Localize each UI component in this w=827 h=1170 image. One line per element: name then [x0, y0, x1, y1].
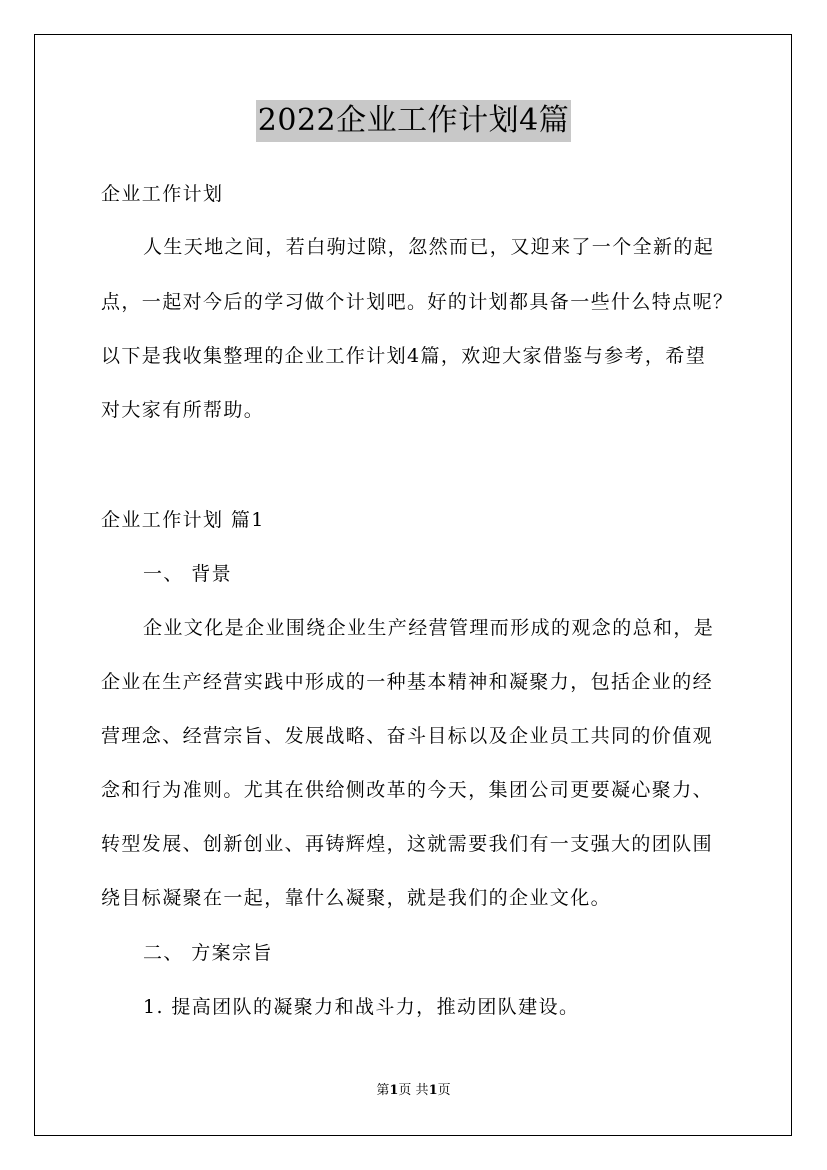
background-line-4: 念和行为准则。尤其在供给侧改革的今天，集团公司更要凝心聚力、	[101, 779, 714, 801]
footer-mid: 页 共	[398, 1083, 429, 1098]
footer-suffix: 页	[437, 1083, 451, 1098]
document-title: 2022企业工作计划4篇	[256, 100, 571, 142]
title-container	[0, 100, 827, 142]
footer-prefix: 第	[376, 1083, 390, 1098]
background-line-1: 企业文化是企业围绕企业生产经营管理而形成的观念的总和，是	[143, 617, 715, 639]
background-line-6: 绕目标凝聚在一起，靠什么凝聚，就是我们的企业文化。	[101, 887, 612, 909]
intro-heading: 企业工作计划	[101, 183, 224, 205]
intro-line-3: 以下是我收集整理的企业工作计划4篇，欢迎大家借鉴与参考，希望	[101, 345, 707, 367]
sub-heading-purpose: 二、 方案宗旨	[143, 942, 273, 964]
intro-line-1: 人生天地之间，若白驹过隙，忽然而已，又迎来了一个全新的起	[143, 236, 715, 258]
section-heading: 企业工作计划 篇1	[101, 509, 265, 531]
purpose-item-1: 1. 提高团队的凝聚力和战斗力，推动团队建设。	[143, 996, 580, 1018]
sub-heading-background: 一、 背景	[143, 563, 233, 585]
intro-line-4: 对大家有所帮助。	[101, 399, 265, 421]
footer-total-pages: 1	[428, 1083, 438, 1098]
footer-current-page: 1	[389, 1083, 399, 1098]
background-line-2: 企业在生产经营实践中形成的一种基本精神和凝聚力，包括企业的经	[101, 671, 714, 693]
background-line-5: 转型发展、创新创业、再铸辉煌，这就需要我们有一支强大的团队围	[101, 833, 714, 855]
background-line-3: 营理念、经营宗旨、发展战略、奋斗目标以及企业员工共同的价值观	[101, 725, 714, 747]
page-footer	[0, 1082, 827, 1100]
intro-line-2: 点，一起对今后的学习做个计划吧。好的计划都具备一些什么特点呢？	[101, 291, 734, 313]
